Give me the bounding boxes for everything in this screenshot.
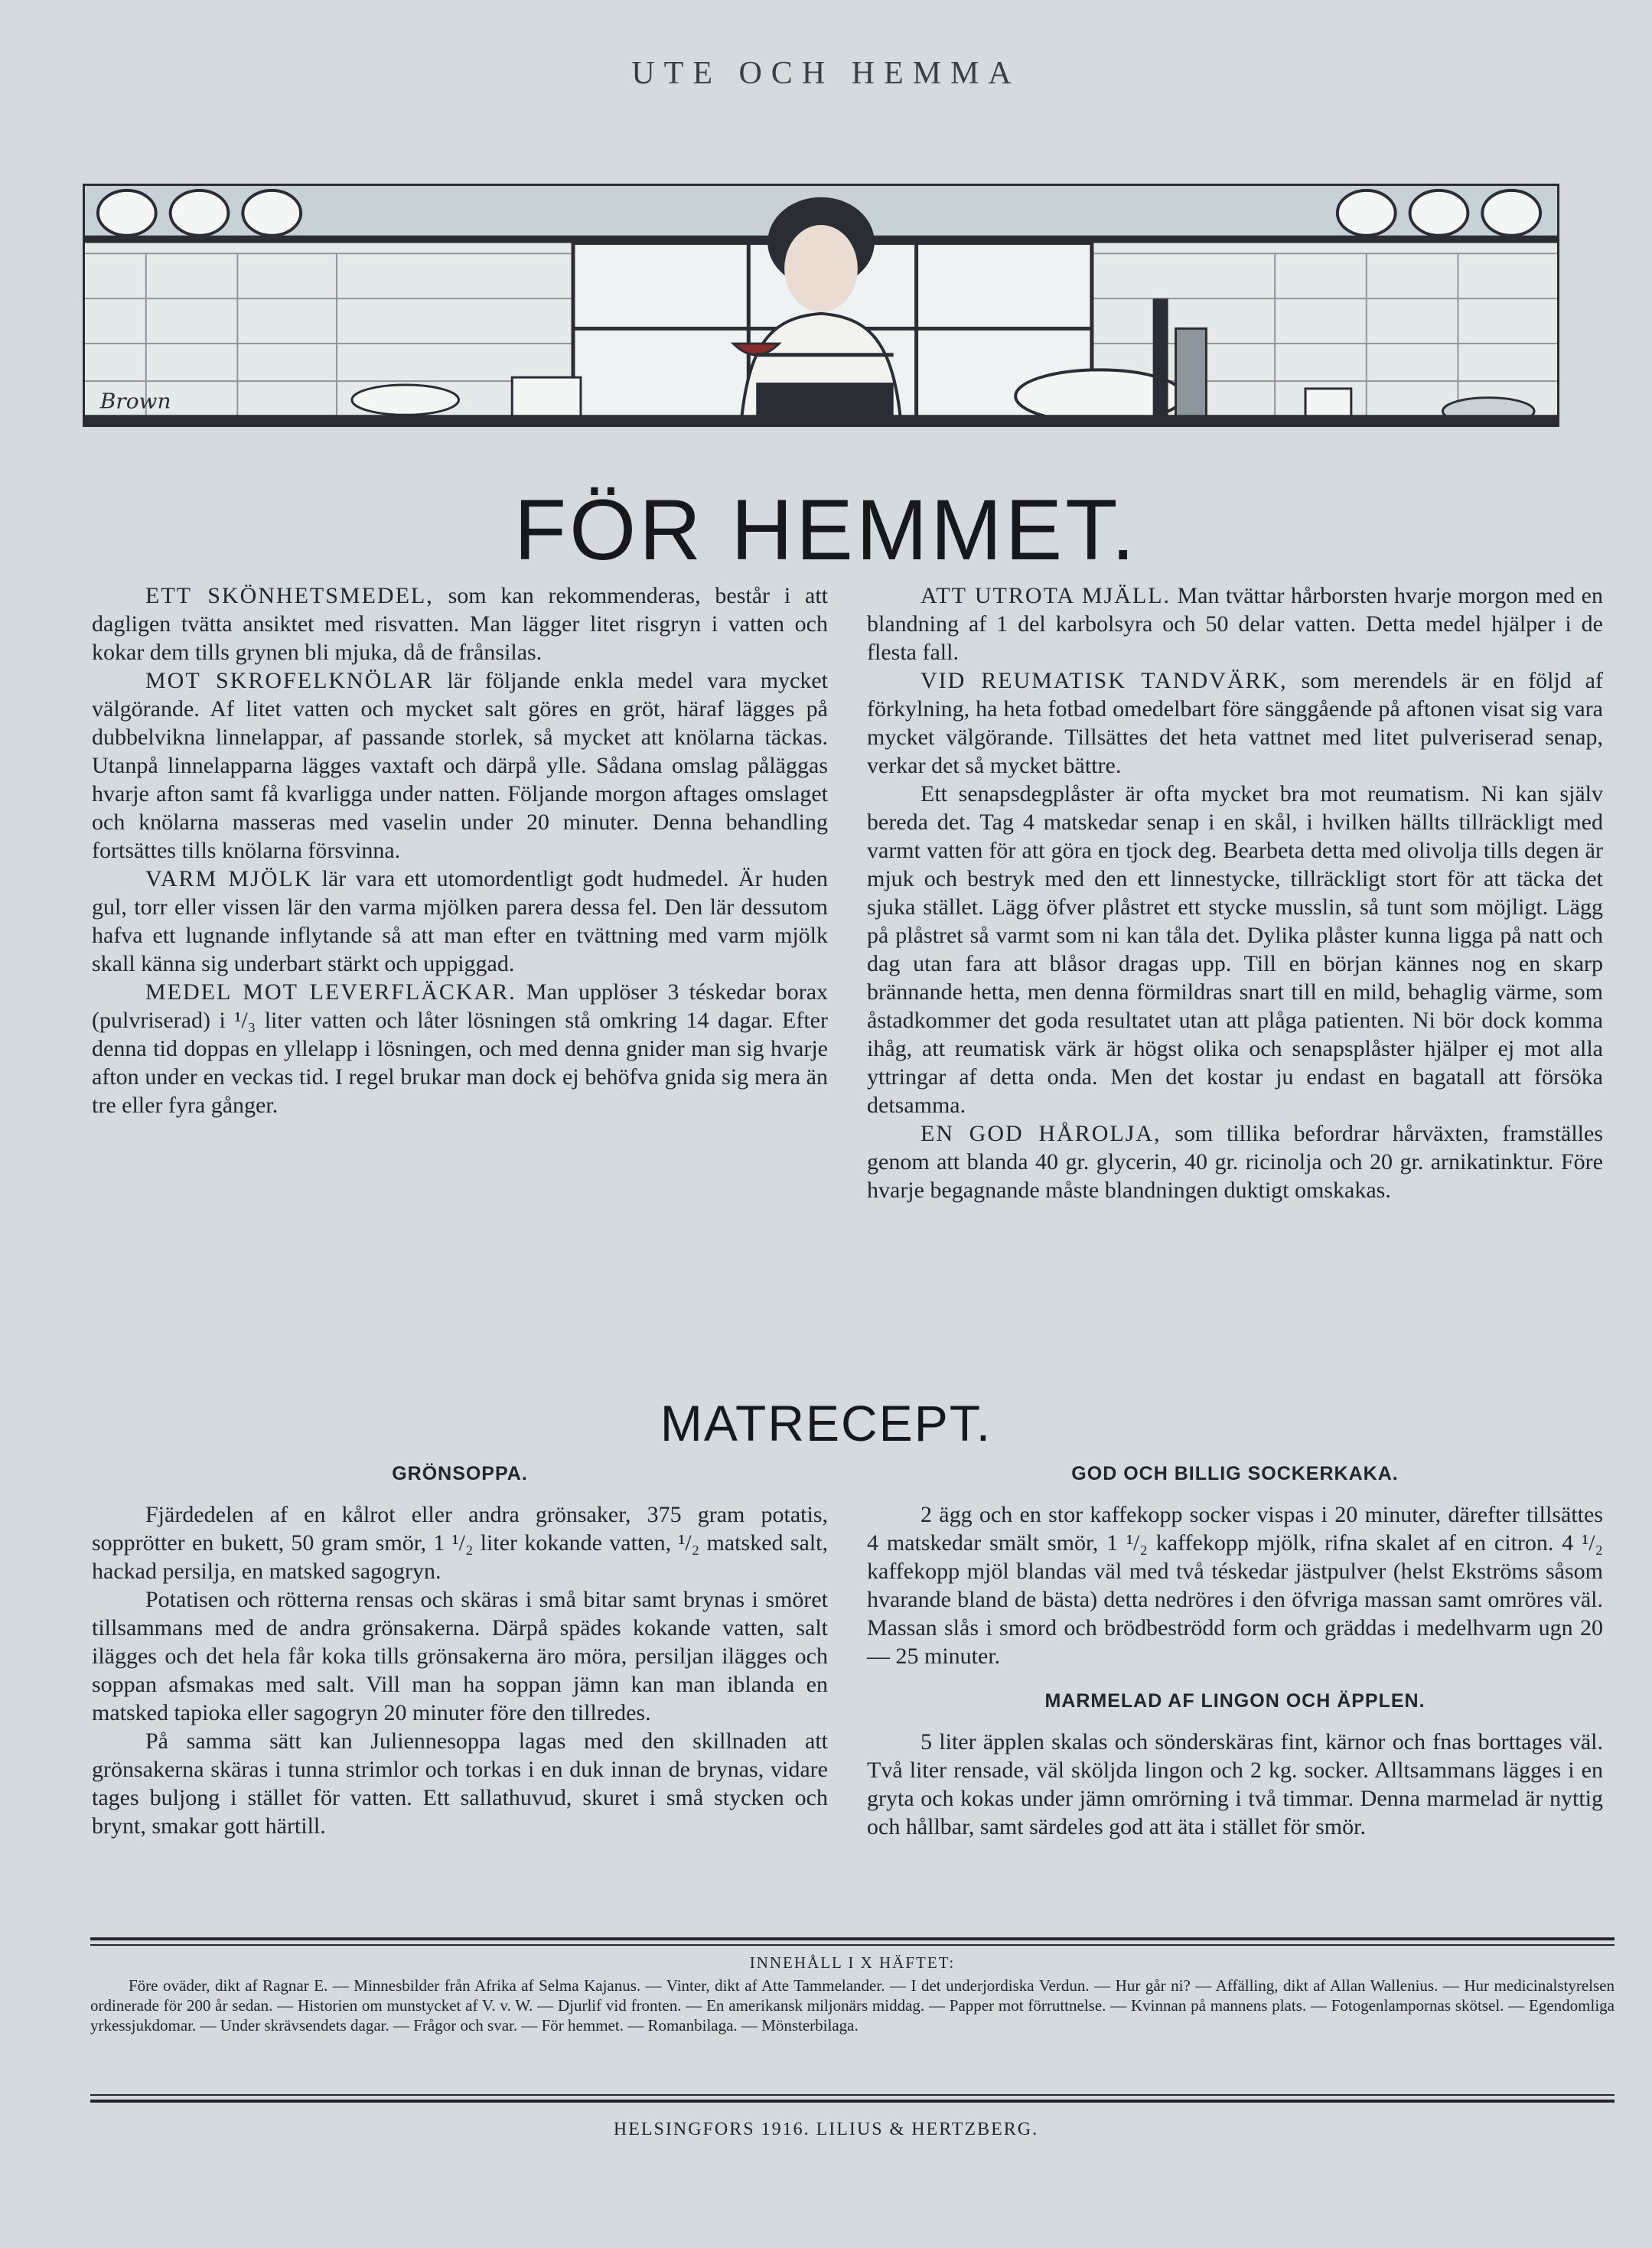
- hemmet-left-column: [92, 582, 828, 1119]
- article-lead: ETT SKÖNHETSMEDEL,: [145, 583, 434, 608]
- kitchen-scene-image: [85, 186, 1557, 425]
- recipe-title-marmelad: MARMELAD AF LINGON OCH ÄPPLEN.: [1044, 1690, 1426, 1712]
- table-of-contents: [90, 1953, 1615, 2035]
- article-text: lär vara ett utomordentligt godt hudmedel. Är huden gul, torr eller vissen lär den varma mjölken parera dessa fel. Den lär dessutom hafva ett lugnande inflytande så att man efter en tvättning med varm mjölk skall känna sig underbart stärkt och uppiggad.: [92, 866, 829, 976]
- divider-rule: [90, 1937, 1615, 1940]
- article-paragraph: [92, 666, 828, 865]
- masthead: UTE OCH HEMMA: [631, 56, 1021, 91]
- article-text: som tillika befordrar hårväxten, framställes genom att blanda 40 gr. glycerin, 40 gr. ricinolja och 20 gr. arnikatinktur. Före hvarje begagnande måste blandningen duktigt omskakas.: [867, 1121, 1603, 1203]
- illustration-signature: Brown: [99, 388, 171, 414]
- recipe-paragraph: Potatisen och rötterna rensas och skäras i små bitar samt brynas i smöret tillsammans med de andra grönsakerna. Därpå spädes kokande vatten, salt ilägges och det hela får koka tills grönsakerna äro möra, persiljan ilägges och soppan afsmakas med salt. Vill man ha soppan jämn kan man iblanda en matsked tapioka eller sagogryn 20 minuter före den tillredes.: [92, 1587, 828, 1725]
- article-paragraph: [92, 978, 828, 1119]
- main-title: FÖR HEMMET.: [513, 482, 1139, 578]
- divider-rule: [90, 1944, 1615, 1946]
- article-text: lär följande enkla medel vara mycket välgörande. Af litet vatten och mycket salt göres en gröt, häraf lägges på dubbelvikna linnelappar, af passande storlek, så mycket att knölarna täckas. Utanpå linnelapparna lägges vaxtaft och därpå ylle. Sådana omslag påläggas hvarje afton samt få kvarligga under natten. Följande morgon aftages omslaget och knölarna masseras med vaselin under 20 minuter. Denna behandling fortsättes tills knölarna försvinna.: [92, 668, 828, 863]
- kitchen-illustration: [83, 184, 1559, 427]
- article-paragraph: [92, 865, 828, 978]
- recipe-title-gronsoppa: GRÖNSOPPA.: [392, 1463, 528, 1484]
- article-lead: ATT UTROTA MJÄLL.: [920, 583, 1171, 608]
- article-lead: VID REUMATISK TANDVÄRK,: [920, 668, 1288, 693]
- matrecept-title: MATRECEPT.: [660, 1395, 992, 1451]
- article-text: Man upplöser 3 téskedar borax (pulvriserad) i ¹/₃ liter vatten och låter lösningen stå omkring 14 dagar. Efter denna tid doppas en yllelapp i lösningen, och med denna gnider man sig hvarje afton under en veckas tid. I regel brukar man dock ej behöfva gnida sig mera än tre eller fyra gånger.: [92, 979, 829, 1118]
- recipes-left-column: [92, 1460, 828, 1840]
- article-lead: MOT SKROFELKNÖLAR: [145, 668, 434, 693]
- divider-rule: [90, 2100, 1615, 2103]
- article-paragraph: [867, 582, 1603, 666]
- recipe-paragraph: 5 liter äpplen skalas och sönderskäras fint, kärnor och fnas borttages väl. Två liter rensade, väl sköljda lingon och 2 kg. socker. Alltsammans lägges i en gryta och kokas under jämn omrörning i två timmar. Denna marmelad är nyttig och hållbar, samt särdeles god att äta i stället för smör.: [867, 1729, 1603, 1839]
- contents-text: Före oväder, dikt af Ragnar E. — Minnesbilder från Afrika af Selma Kajanus. — Vinter, dikt af Atte Tammelander. — I det underjordiska Verdun. — Hur går ni? — Affälling, dikt af Allan Wallenius. — Hur medicinalstyrelsen ordinerade för 200 år sedan. — Historien om munstycket af V. v. W. — Djurlif vid fronten. — En amerikansk miljonärs middag. — Papper mot förruttnelse. — Kvinnan på mannens plats. — Fotogenlampornas skötsel. — Egendomliga yrkessjukdomar. — Under skrävsendets dagar. — Frågor och svar. — För hemmet. — Romanbilaga. — Mönsterbilaga.: [90, 1976, 1615, 2035]
- hemmet-right-column: [867, 582, 1603, 1204]
- recipe-paragraph: Fjärdedelen af en kålrot eller andra grönsaker, 375 gram potatis, sopprötter en bukett, 50 gram smör, 1 ¹/₂ liter kokande vatten, ¹/₂ matsked salt, hackad persilja, en matsked sagogryn.: [92, 1502, 828, 1584]
- article-paragraph: [867, 1119, 1603, 1204]
- article-lead: VARM MJÖLK: [145, 866, 313, 891]
- recipes-right-column: [867, 1460, 1603, 1841]
- article-lead: MEDEL MOT LEVERFLÄCKAR.: [145, 979, 516, 1005]
- article-text: Ett senapsdegplåster är ofta mycket bra mot reumatism. Ni kan själv bereda det. Tag 4 matskedar senap i en skål, i hvilken hällts tillräckligt med varmt vatten för att göra en tjock deg. Bearbeta detta med olivolja tills degen är mjuk och bestryk med den ett linnestycke, tillräckligt stort för att täcka det sjuka stället. Lägg öfver plåstret ett stycke musslin, så tunt som möjligt. Lägg på plåstret så varmt som ni kan tåla det. Dylika plåster kunna ligga på natt och dag utan fara att blåsor dragas upp. Till en början kännes nog en skarp brännande hetta, men denna förmildras snart till en mild, behaglig värme, som åstadkommer det goda resultatet utan att plåga patienten. Ni bör dock komma ihåg, att reumatisk värk är högst olika och senapsplåster hjälper ej mot alla yttringar af detta onda. Men det kostar ju endast en bagatall att försöka detsamma.: [867, 781, 1603, 1118]
- divider-rule: [90, 2094, 1615, 2096]
- article-text: som merendels är en följd af förkylning, ha heta fotbad omedelbart före sänggående på aftonen visat sig vara mycket välgörande. Tillsättes det heta vattnet med litet pulveriserad senap, verkar det så mycket bättre.: [867, 668, 1603, 778]
- contents-heading: INNEHÅLL I X HÄFTET:: [749, 1953, 956, 1972]
- recipe-title-sockerkaka: GOD OCH BILLIG SOCKERKAKA.: [1071, 1463, 1399, 1484]
- article-paragraph: [867, 666, 1603, 780]
- recipe-paragraph: 2 ägg och en stor kaffekopp socker vispas i 20 minuter, därefter tillsättes 4 matskedar smält smör, 1 ¹/₂ kaffekopp mjölk, rifna skalet af en citron. 4 ¹/₂ kaffekopp mjöl blandas väl med två téskedar jästpulver (helst Ekströms såsom hvarande bland de bästa) detta nedröres i den öfvriga massan samt omröres väl. Massan slås i smord och brödbeströdd form och gräddas i medelhvarm ugn 20 — 25 minuter.: [867, 1502, 1603, 1669]
- article-text: som kan rekommenderas, består i att dagligen tvätta ansiktet med risvatten. Man lägger litet risgryn i vatten och kokar dem tills grynen bli mjuka, då de frånsilas.: [92, 583, 828, 665]
- recipe-paragraph: På samma sätt kan Juliennesoppa lagas med den skillnaden att grönsakerna skäras i tunna strimlor och torkas i en duk innan de brynas, vidare tages buljong i stället för vatten. Ett sallathuvud, skuret i små stycken och brynt, smakar gott härtill.: [92, 1728, 828, 1839]
- article-text: Man tvättar hårborsten hvarje morgon med en blandning af 1 del karbolsyra och 50 delar vatten. Detta medel hjälper i de flesta fall.: [867, 583, 1603, 665]
- article-lead: EN GOD HÅROLJA,: [920, 1121, 1162, 1146]
- article-paragraph: [92, 582, 828, 666]
- publisher-footer: HELSINGFORS 1916. LILIUS & HERTZBERG.: [613, 2119, 1039, 2139]
- article-paragraph: [867, 780, 1603, 1119]
